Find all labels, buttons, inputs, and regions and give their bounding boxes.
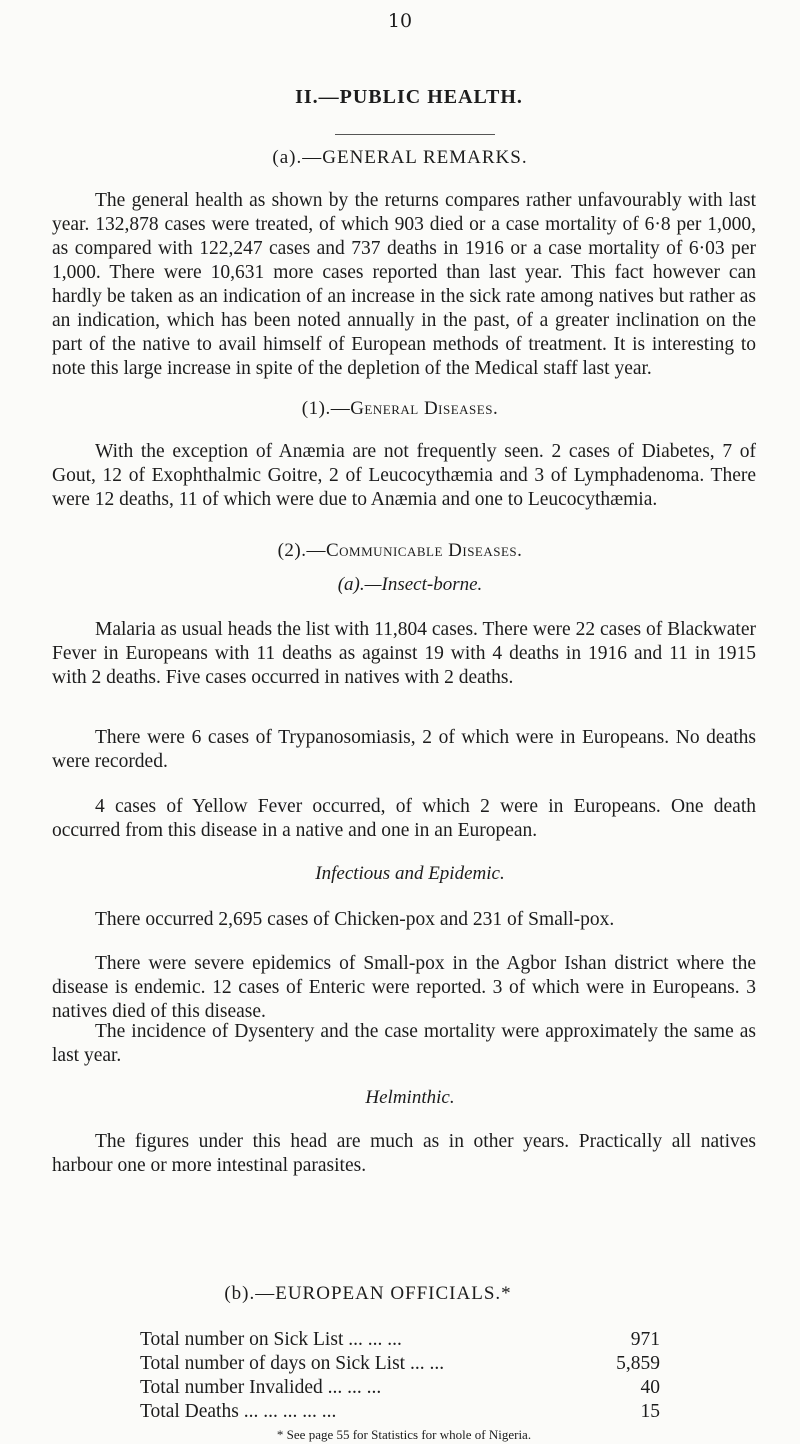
- helminthic-heading: Helminthic.: [365, 1087, 455, 1108]
- stat-value: 15: [640, 1401, 660, 1422]
- page-number: 10: [387, 10, 413, 32]
- table-row: [140, 1400, 660, 1424]
- footnote: * See page 55 for Statistics for whole of Nigeria.: [276, 1427, 532, 1442]
- stat-label: Total number of days on Sick List ... ...: [140, 1353, 445, 1374]
- general-remarks-paragraph: The general health as shown by the returns compares rather unfavourably with last year. 132,878 cases were treated, of which 903 died or a case mortality of 6·8 per 1,000, as compared with 122,247 cases and 737 deaths in 1916 or a case mortality of 6·03 per 1,000. There were 10,631 more cases reported than last year. This fact however can hardly be taken as an indication of an increase in the sick rate among natives but rather as an indication, which has been noted annually in the past, of a greater inclination on the part of the native to avail himself of European methods of treatment. It is interesting to note this large increase in spite of the depletion of the Medical staff last year.: [52, 190, 756, 379]
- chicken-pox-paragraph: There occurred 2,695 cases of Chicken-pox and 231 of Small-pox.: [95, 909, 615, 930]
- infectious-heading: Infectious and Epidemic.: [315, 863, 505, 884]
- general-diseases-paragraph: With the exception of Anæmia are not frequently seen. 2 cases of Diabetes, 7 of Gout, 12 of Exophthalmic Goitre, 2 of Leucocythæmia and 3 of Lymphadenoma. There were 12 deaths, 11 of which were due to Anæmia and one to Leucocythæmia.: [52, 441, 756, 510]
- stat-value: 971: [630, 1329, 660, 1350]
- table-row: [140, 1352, 660, 1376]
- divider-rule: [335, 134, 495, 135]
- malaria-paragraph: Malaria as usual heads the list with 11,804 cases. There were 22 cases of Blackwater Fever in Europeans with 11 deaths as against 19 with 4 deaths in 1916 and 11 in 1915 with 2 deaths. Five cases occurred in natives with 2 deaths.: [52, 619, 756, 688]
- general-diseases-heading: (1).—General Diseases.: [301, 398, 499, 419]
- yellow-fever-paragraph: 4 cases of Yellow Fever occurred, of which 2 were in Europeans. One death occurred from this disease in a native and one in an European.: [52, 796, 756, 841]
- communicable-diseases-heading: (2).—Communicable Diseases.: [277, 540, 523, 561]
- general-remarks-heading: (a).—GENERAL REMARKS.: [272, 147, 528, 168]
- stat-label: Total number on Sick List ... ... ...: [140, 1329, 402, 1350]
- helminthic-paragraph: The figures under this head are much as in other years. Practically all natives harbour one or more intestinal parasites.: [52, 1131, 756, 1176]
- section-title: II.—PUBLIC HEALTH.: [295, 86, 523, 108]
- dysentery-paragraph: The incidence of Dysentery and the case mortality were approximately the same as last year.: [52, 1021, 756, 1066]
- insect-borne-heading: (a).—Insect-borne.: [337, 574, 483, 595]
- stat-value: 40: [640, 1377, 660, 1398]
- stat-value: 5,859: [616, 1353, 660, 1374]
- small-pox-paragraph: There were severe epidemics of Small-pox in the Agbor Ishan district where the disease is endemic. 12 cases of Enteric were reported. 3 of which were in Europeans. 3 natives died of this disease.: [52, 953, 756, 1022]
- table-row: [140, 1328, 660, 1352]
- table-row: [140, 1376, 660, 1400]
- trypanosomiasis-paragraph: There were 6 cases of Trypanosomiasis, 2 of which were in Europeans. No deaths were recorded.: [52, 727, 756, 772]
- european-officials-heading: (b).—EUROPEAN OFFICIALS.*: [224, 1283, 512, 1304]
- stat-label: Total number Invalided ... ... ...: [140, 1377, 382, 1398]
- officials-stats-table: [140, 1328, 660, 1424]
- stat-label: Total Deaths ... ... ... ... ...: [140, 1401, 337, 1422]
